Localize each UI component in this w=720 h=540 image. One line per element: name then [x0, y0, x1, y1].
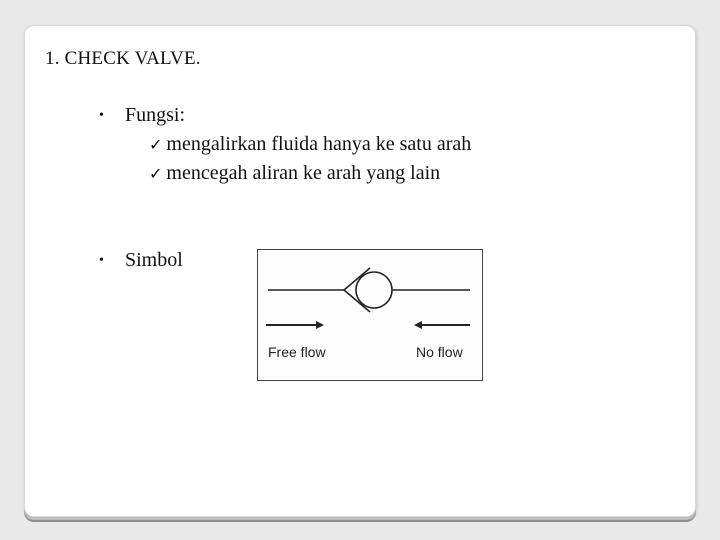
free-flow-label: Free flow [268, 344, 326, 360]
check-valve-diagram [258, 250, 482, 380]
fungsi-label: Fungsi: [125, 104, 186, 126]
bullet-dot-icon: • [99, 108, 104, 123]
slide [24, 25, 696, 517]
fungsi-item-2: mencegah aliran ke arah yang lain [166, 162, 441, 184]
no-flow-label: No flow [416, 344, 463, 360]
fungsi-item-1: mengalirkan fluida hanya ke satu arah [166, 133, 472, 155]
list-item [149, 133, 471, 156]
checkmark-icon: ✓ [149, 135, 163, 154]
valve-ball [356, 272, 392, 308]
no-flow-arrowhead [414, 321, 422, 329]
slide-title: 1. CHECK VALVE. [45, 48, 201, 69]
check-valve-symbol [257, 249, 483, 381]
bullet-fungsi [99, 104, 185, 127]
bullet-simbol [99, 249, 183, 272]
simbol-label: Simbol [125, 249, 183, 271]
list-item [149, 162, 440, 185]
checkmark-icon: ✓ [149, 164, 163, 183]
free-flow-arrowhead [316, 321, 324, 329]
bullet-dot-icon: • [99, 253, 104, 268]
